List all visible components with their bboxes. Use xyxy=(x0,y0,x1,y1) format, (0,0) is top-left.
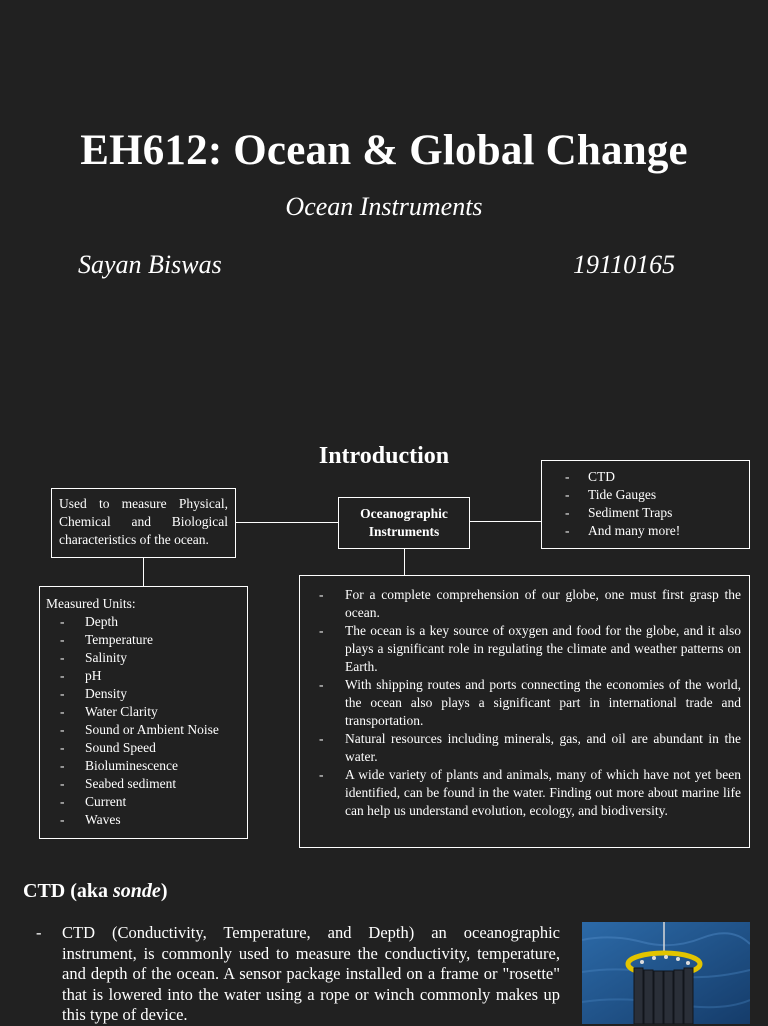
list-item: - Temperature xyxy=(46,631,241,649)
oceanographic-instruments-box xyxy=(338,497,470,549)
list-item: - CTD xyxy=(562,468,739,486)
instrument-list xyxy=(562,468,739,540)
list-item: - Salinity xyxy=(46,649,241,667)
list-item: - Current xyxy=(46,793,241,811)
list-item: - Seabed sediment xyxy=(46,775,241,793)
connector-center-to-points xyxy=(404,549,405,575)
measured-units-label: Measured Units: xyxy=(46,596,136,611)
description-box: Used to measure Physical, Chemical and Biological characteristics of the ocean. xyxy=(51,488,236,558)
list-item: - With shipping routes and ports connecting the economies of the world, the ocean also plays a significant part in international trade and transportation. xyxy=(316,676,741,730)
connector-desc-to-units xyxy=(143,558,144,586)
connector-desc-to-center xyxy=(236,522,338,523)
measured-units-list xyxy=(46,613,241,829)
ocean-importance-box xyxy=(299,575,750,848)
list-item: - And many more! xyxy=(562,522,739,540)
document-subtitle: Ocean Instruments xyxy=(285,192,483,221)
list-item: - Density xyxy=(46,685,241,703)
ocean-importance-list xyxy=(316,586,741,820)
list-item: - Sound Speed xyxy=(46,739,241,757)
list-item: - A wide variety of plants and animals, many of which have not yet been identified, can be found in the water. Finding out more about marine life can help us understand evolution, ecology, and biodiversity. xyxy=(316,766,741,820)
list-item: - For a complete comprehension of our globe, one must first grasp the ocean. xyxy=(316,586,741,622)
list-item: - Tide Gauges xyxy=(562,486,739,504)
list-item: - Bioluminescence xyxy=(46,757,241,775)
list-item: - pH xyxy=(46,667,241,685)
author-name: Sayan Biswas xyxy=(78,250,222,279)
ctd-section-heading xyxy=(23,880,167,903)
list-item: - Natural resources including minerals, gas, and oil are abundant in the water. xyxy=(316,730,741,766)
list-item: - Water Clarity xyxy=(46,703,241,721)
ctd-rosette-photo xyxy=(582,922,750,1024)
instrument-list-box xyxy=(541,460,750,549)
connector-center-to-list xyxy=(470,521,541,522)
ctd-heading-prefix: CTD (aka xyxy=(23,880,114,902)
ctd-heading-suffix: ) xyxy=(160,880,168,902)
center-box-line1: Oceanographic xyxy=(360,506,448,521)
center-box-line2: Instruments xyxy=(368,524,440,539)
list-item: - Sediment Traps xyxy=(562,504,739,522)
ctd-rosette-illustration xyxy=(582,922,750,1024)
introduction-heading: Introduction xyxy=(318,443,450,469)
ctd-bullet-dash: - xyxy=(36,923,42,942)
list-item: - Depth xyxy=(46,613,241,631)
list-item: - Waves xyxy=(46,811,241,829)
list-item: - Sound or Ambient Noise xyxy=(46,721,241,739)
list-item: - The ocean is a key source of oxygen and food for the globe, and it also plays a significant role in regulating the climate and weather patterns on Earth. xyxy=(316,622,741,676)
document-title: EH612: Ocean & Global Change xyxy=(80,127,688,174)
measured-units-box xyxy=(39,586,248,839)
ctd-heading-italic: sonde xyxy=(113,880,161,902)
ctd-description-text: CTD (Conductivity, Temperature, and Depth) an oceanographic instrument, is commonly used to measure the conductivity, temperature, and depth of the ocean. A sensor package installed on a frame or "rosette" that is lowered into the water using a rope or winch commonly makes up this type of device. xyxy=(62,923,560,1024)
ctd-description xyxy=(36,923,560,1026)
roll-number: 19110165 xyxy=(573,250,676,279)
